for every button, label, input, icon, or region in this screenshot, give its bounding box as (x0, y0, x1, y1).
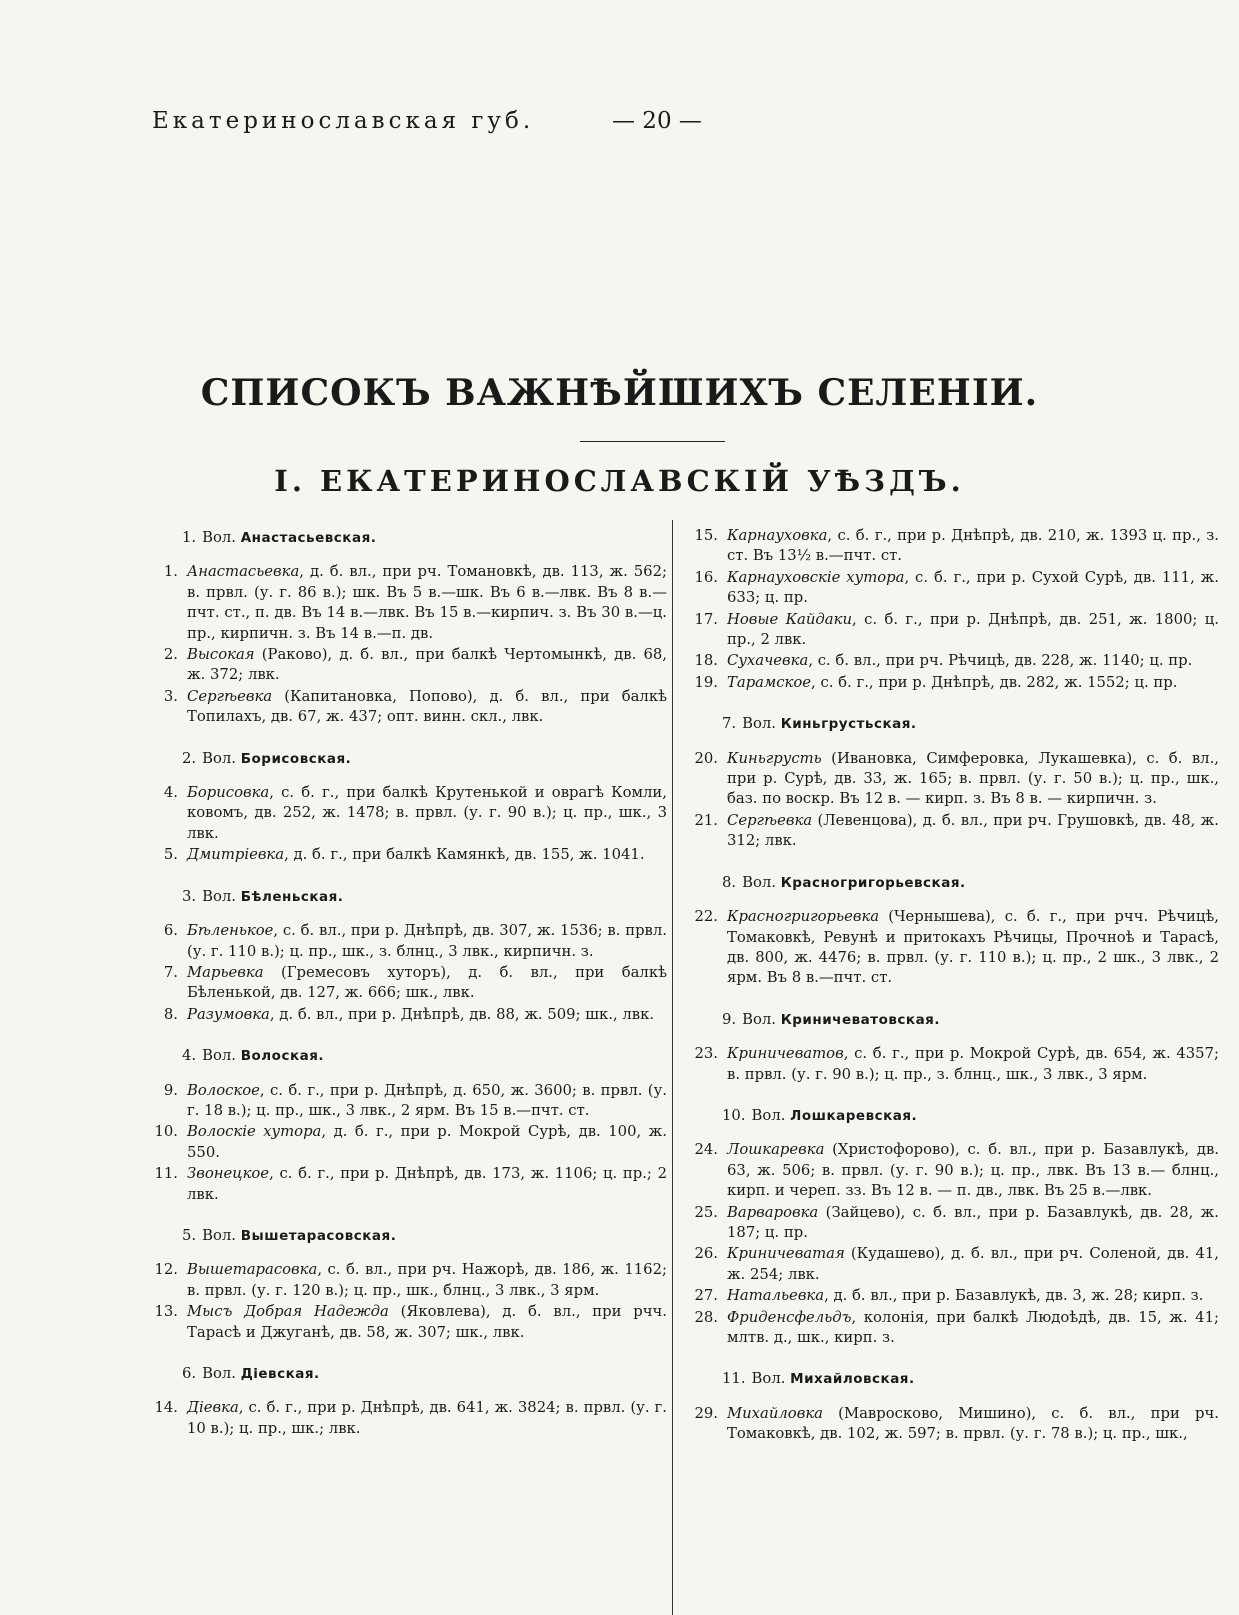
settlement-entry: 10. Волоскіе хутора, д. б. г., при р. Мокрой Сурѣ, дв. 100, ж. 550. (154, 1123, 667, 1161)
settlement-entry: 16. Карнауховскіе хутора, с. б. г., при р. Сухой Сурѣ, дв. 111, ж. 633; ц. пр. (694, 568, 1219, 607)
volost-heading: 9. Вол. Криничеватовская. (722, 1010, 940, 1028)
settlement-entry: 19. Тарамское, с. б. г., при р. Днѣпрѣ, дв. 282, ж. 1552; ц. пр. (694, 673, 1178, 691)
settlement-entry: 1. Анастасьевка, д. б. вл., при рч. Томановкѣ, дв. 113, ж. 562; в. првл. (у. г. 86 в.); шк. Въ 5 в.—шк. Въ 6 в.—лвк. Въ 8 в.—пчт. ст., п. дв. Въ 14 в.—лвк. Въ 15 в.—кирпич. з. Въ 30 в.—ц. пр., кирпичн. з. Въ 14 в.—п. дв. (163, 563, 667, 642)
settlement-entry: 3. Сергѣевка (Капитановка, Попово), д. б. вл., при балкѣ Топилахъ, дв. 67, ж. 437; опт. винн. скл., лвк. (163, 687, 667, 726)
settlement-entry: 23. Криничеватов, с. б. г., при р. Мокрой Сурѣ, дв. 654, ж. 4357; в. првл. (у. г. 90 в.); ц. пр., з. блнц., шк., 3 лвк., 3 ярм. (694, 1045, 1219, 1083)
settlement-entry: 25. Варваровка (Зайцево), с. б. вл., при р. Базавлукѣ, дв. 28, ж. 187; ц. пр. (694, 1203, 1219, 1241)
title-rule (580, 441, 725, 442)
right-column (692, 526, 1219, 1446)
settlement-entry: 26. Криничеватая (Кудашево), д. б. вл., при рч. Соленой, дв. 41, ж. 254; лвк. (694, 1245, 1219, 1283)
settlement-entry: 24. Лошкаревка (Христофорово), с. б. вл., при р. Базавлукѣ, дв. 63, ж. 506; в. првл. (у. г. 90 в.); ц. пр., лвк. Въ 13 в.— блнц., кирп. и череп. зз. Въ 12 в. — п. дв., лвк. Въ 25 в.—лвк. (694, 1141, 1219, 1200)
district-title: I. ЕКАТЕРИНОСЛАВСКІЙ УѢЗДЪ. (274, 464, 965, 498)
settlement-entry: 15. Карнауховка, с. б. г., при р. Днѣпрѣ, дв. 210, ж. 1393 ц. пр., з. ст. Въ 13½ в.—пчт. ст. (694, 527, 1219, 565)
settlement-entry: 20. Киньгрусть (Ивановка, Симферовка, Лукашевка), с. б. вл., при р. Сурѣ, дв. 33, ж. 165; в. првл. (у. г. 50 в.); ц. пр., шк., баз. по воскр. Въ 12 в. — кирп. з. Въ 8 в. — кирпичн. з. (694, 749, 1219, 808)
settlement-entry: 14. Діевка, с. б. г., при р. Днѣпрѣ, дв. 641, ж. 3824; в. првл. (у. г. 10 в.); ц. пр., шк.; лвк. (154, 1399, 667, 1437)
settlement-entry: 13. Мысъ Добрая Надежда (Яковлева), д. б. вл., при рчч. Тарасѣ и Джуганѣ, дв. 58, ж. 307; шк., лвк. (154, 1303, 668, 1341)
volost-heading: 4. Вол. Волоская. (182, 1047, 325, 1065)
page-header (152, 108, 712, 140)
settlement-entry: 17. Новые Кайдаки, с. б. г., при р. Днѣпрѣ, дв. 251, ж. 1800; ц. пр., 2 лвк. (694, 610, 1219, 649)
settlement-entry: 2. Высокая (Раково), д. б. вл., при балкѣ Чертомынкѣ, дв. 68, ж. 372; лвк. (163, 646, 667, 684)
volost-heading: 6. Вол. Діевская. (182, 1365, 320, 1382)
volost-heading: 5. Вол. Вышетарасовская. (182, 1226, 397, 1244)
volost-heading: 1. Вол. Анастасьевская. (182, 529, 377, 546)
volost-heading: 11. Вол. Михайловская. (722, 1370, 915, 1388)
volost-heading: 2. Вол. Борисовская. (182, 749, 352, 767)
settlement-entry: 9. Волоское, с. б. г., при р. Днѣпрѣ, д. 650, ж. 3600; в. првл. (у. г. 18 в.); ц. пр., шк., 3 лвк., 2 ярм. Въ 15 в.—пчт. ст. (163, 1081, 667, 1119)
settlement-entry: 21. Сергѣевка (Левенцова), д. б. вл., при рч. Грушовкѣ, дв. 48, ж. 312; лвк. (694, 811, 1219, 850)
volost-heading: 8. Вол. Красногригорьевская. (722, 873, 966, 891)
settlement-entry: 7. Марьевка (Гремесовъ хуторъ), д. б. вл., при балкѣ Бѣленькой, дв. 127, ж. 666; шк., лвк. (163, 963, 667, 1002)
settlement-entry: 29. Михайловка (Мавросково, Мишино), с. б. вл., при рч. Томаковкѣ, дв. 102, ж. 597; в. првл. (у. г. 78 в.); ц. пр., шк., (694, 1404, 1219, 1443)
left-column (152, 526, 667, 1440)
volost-heading: 10. Вол. Лошкаревская. (722, 1106, 918, 1124)
settlement-entry: 11. Звонецкое, с. б. г., при р. Днѣпрѣ, дв. 173, ж. 1106; ц. пр.; 2 лвк. (154, 1165, 667, 1203)
settlement-entry: 8. Разумовка, д. б. вл., при р. Днѣпрѣ, дв. 88, ж. 509; шк., лвк. (163, 1005, 655, 1023)
settlement-entry: 12. Вышетарасовка, с. б. вл., при рч. Нажорѣ, дв. 186, ж. 1162; в. првл. (у. г. 120 в.); ц. пр., шк., блнц., 3 лвк., 3 ярм. (154, 1261, 667, 1299)
column-divider (672, 520, 673, 1615)
settlement-entry: 6. Бѣленькое, с. б. вл., при р. Днѣпрѣ, дв. 307, ж. 1536; в. првл. (у. г. 110 в.); ц. пр., шк., з. блнц., 3 лвк., кирпичн. з. (163, 922, 667, 960)
volost-heading: 7. Вол. Киньгрустьская. (722, 715, 917, 733)
settlement-entry: 4. Борисовка, с. б. г., при балкѣ Крутенькой и оврагѣ Комли, ковомъ, дв. 252, ж. 1478; в. првл. (у. г. 90 в.); ц. пр., шк., 3 лвк. (163, 784, 667, 842)
main-title: СПИСОКЪ ВАЖНѢЙШИХЪ СЕЛЕНІИ. (200, 372, 1039, 414)
volost-heading: 3. Вол. Бѣленьская. (182, 887, 344, 905)
settlement-entry: 18. Сухачевка, с. б. вл., при рч. Рѣчицѣ, дв. 228, ж. 1140; ц. пр. (694, 652, 1193, 670)
settlement-entry: 27. Натальевка, д. б. вл., при р. Базавлукѣ, дв. 3, ж. 28; кирп. з. (694, 1287, 1204, 1305)
settlement-entry: 5. Дмитріевка, д. б. г., при балкѣ Камянкѣ, дв. 155, ж. 1041. (163, 846, 645, 864)
page-number: — 20 — (612, 108, 702, 134)
settlement-entry: 22. Красногригорьевка (Чернышева), с. б. г., при рчч. Рѣчицѣ, Томаковкѣ, Ревунѣ и притокахъ Рѣчицы, Прочноѣ и Тарасѣ, дв. 800, ж. 4476; в. првл. (у. г. 110 в.); ц. пр., 2 шк., 3 лвк., 2 ярм. Въ 8 в.—пчт. ст. (694, 908, 1219, 987)
running-title: Екатеринославская губ. (152, 108, 535, 134)
settlement-entry: 28. Фриденсфельдъ, колонія, при балкѣ Людоѣдѣ, дв. 15, ж. 41; млтв. д., шк., кирп. з. (694, 1308, 1219, 1346)
